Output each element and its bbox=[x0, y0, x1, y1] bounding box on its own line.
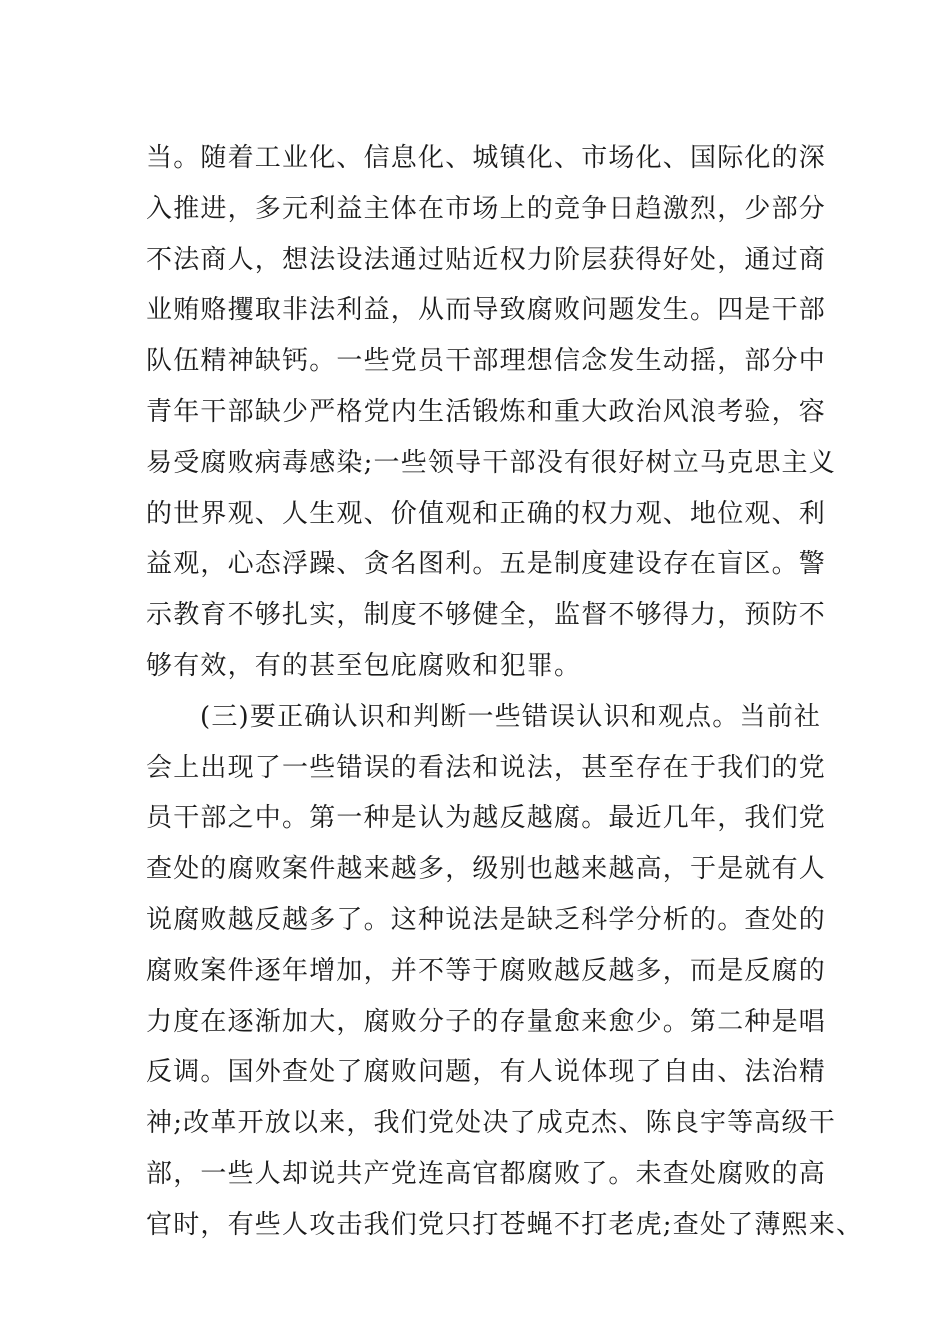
text-line: 神;改革开放以来，我们党处决了成克杰、陈良宇等高级干 bbox=[146, 1108, 836, 1139]
text-line: 腐败案件逐年增加，并不等于腐败越反越多，而是反腐的 bbox=[146, 955, 827, 986]
text-line: 益观，心态浮躁、贪名图利。五是制度建设存在盲区。警 bbox=[146, 549, 827, 580]
text-line: 青年干部缺少严格党内生活锻炼和重大政治风浪考验，容 bbox=[146, 396, 827, 427]
text-line: 当。随着工业化、信息化、城镇化、市场化、国际化的深 bbox=[146, 143, 827, 173]
text-line: 的世界观、人生观、价值观和正确的权力观、地位观、利 bbox=[146, 498, 827, 529]
section-heading-line: (三)要正确认识和判断一些错误认识和观点。当前社 bbox=[200, 701, 822, 732]
text-line: 队伍精神缺钙。一些党员干部理想信念发生动摇，部分中 bbox=[146, 346, 827, 377]
text-line: 会上出现了一些错误的看法和说法，甚至存在于我们的党 bbox=[146, 752, 827, 783]
text-line: 力度在逐渐加大，腐败分子的存量愈来愈少。第二种是唱 bbox=[146, 1006, 827, 1037]
text-line: 部，一些人却说共产党连高官都腐败了。未查处腐败的高 bbox=[146, 1158, 827, 1189]
text-line: 示教育不够扎实，制度不够健全，监督不够得力，预防不 bbox=[146, 600, 827, 631]
text-line: 说腐败越反越多了。这种说法是缺乏科学分析的。查处的 bbox=[146, 904, 827, 935]
text-line: 易受腐败病毒感染;一些领导干部没有很好树立马克思主义 bbox=[146, 447, 836, 478]
text-line: 官时，有些人攻击我们党只打苍蝇不打老虎;查处了薄熙来、 bbox=[146, 1209, 864, 1240]
text-line: 入推进，多元利益主体在市场上的竞争日趋激烈，少部分 bbox=[146, 193, 827, 224]
text-line: 不法商人，想法设法通过贴近权力阶层获得好处，通过商 bbox=[146, 244, 827, 275]
text-line: 员干部之中。第一种是认为越反越腐。最近几年，我们党 bbox=[146, 803, 827, 834]
text-line: 查处的腐败案件越来越多，级别也越来越高，于是就有人 bbox=[146, 854, 827, 885]
text-line: 反调。国外查处了腐败问题，有人说体现了自由、法治精 bbox=[146, 1057, 827, 1088]
text-line: 够有效，有的甚至包庇腐败和犯罪。 bbox=[146, 650, 582, 681]
body-text bbox=[146, 133, 864, 1251]
text-line: 业贿赂攫取非法利益，从而导致腐败问题发生。四是干部 bbox=[146, 295, 827, 326]
